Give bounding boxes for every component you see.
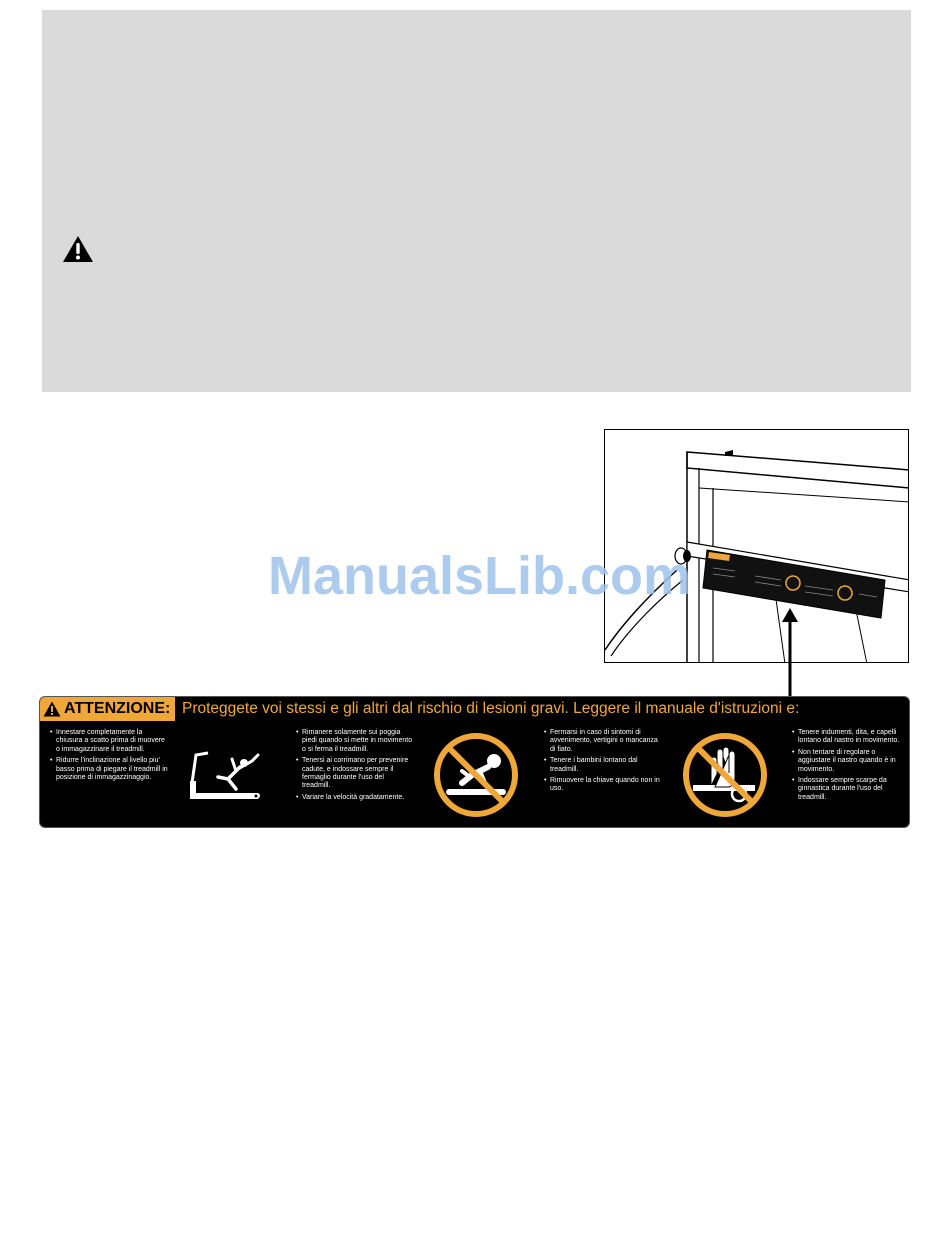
attention-badge	[40, 697, 175, 721]
no-hands-icon	[681, 731, 769, 819]
label-column-4	[792, 729, 910, 805]
info-box	[42, 10, 911, 392]
watermark: ManualsLib.com	[268, 546, 692, 606]
label-column-1	[50, 729, 168, 785]
list-item: • Tenere indumenti, dita, e capelli lontano dal nastro in movimento.	[798, 729, 910, 746]
list-item: • Innestare completamente la chiusura a scatto prima di muovere o immagazzinare il treadmill.	[56, 729, 168, 754]
list-item: • Indossare sempre scarpe da ginnastica durante l'uso del treadmill.	[798, 777, 910, 802]
warning-triangle-icon	[43, 701, 61, 717]
list-item: • Variare la velocità gradatamente.	[302, 794, 414, 802]
label-column-2	[296, 729, 414, 805]
treadmill-fall-icon	[186, 747, 266, 805]
no-children-icon	[432, 731, 520, 819]
list-item: • Ridurre l'inclinazione al livello piu' basso prima di piegare il treadmill in posizione di immagazzinaggio.	[56, 757, 168, 782]
warning-triangle-icon	[62, 235, 94, 263]
pointer-arrow	[780, 608, 800, 700]
list-item: • Fermarsi in caso di sintomi di avvenimento, vertigini o mancanza di fiato.	[550, 729, 662, 754]
label-column-3	[544, 729, 662, 797]
list-item: • Rimuovere la chiave quando non in uso.	[550, 777, 662, 794]
label-header	[40, 697, 909, 721]
list-item: • Rimanere solamente sui poggia piedi quando si mette in movimento o si ferma il treadmill.	[302, 729, 414, 754]
list-item: • Tenere i bambini lontano dal treadmill.	[550, 757, 662, 774]
list-item: • Non tentare di regolare o aggiustare il nastro quando è in movimento.	[798, 749, 910, 774]
warning-label	[39, 696, 910, 828]
label-title: Proteggete voi stessi e gli altri dal rischio di lesioni gravi. Leggere il manuale d'istruzioni e:	[182, 700, 800, 717]
attention-text: ATTENZIONE:	[64, 700, 171, 717]
list-item: • Tenersi ai corrimano per prevenire cadute, e indossare sempre il fermaglio durante l'uso del treadmill.	[302, 757, 414, 791]
